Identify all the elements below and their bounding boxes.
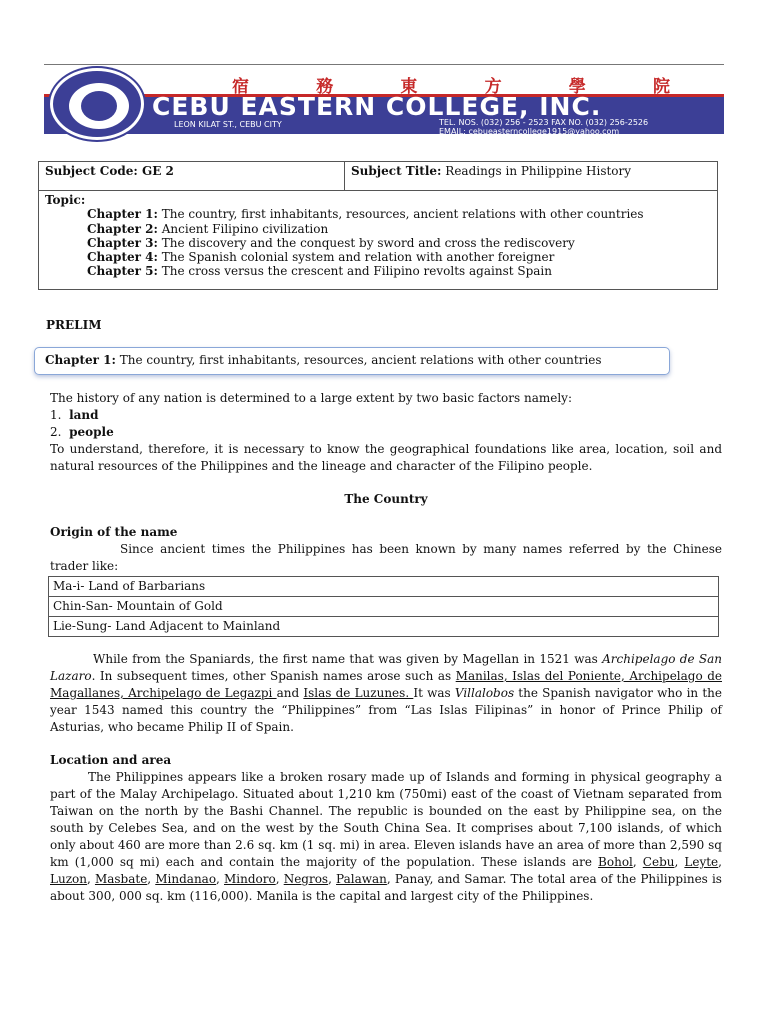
college-address: LEON KILAT ST., CEBU CITY xyxy=(174,120,282,129)
document-body xyxy=(50,390,722,905)
table-cell: Lie-Sung- Land Adjacent to Mainland xyxy=(49,617,719,637)
subject-info-table xyxy=(38,161,718,290)
topic-item: Chapter 4: The Spanish colonial system and relation with another foreigner xyxy=(87,250,555,265)
college-tel: TEL. NOS. (032) 256 - 2523 FAX NO. (032) 256-2526 xyxy=(439,118,649,127)
chinese-char: 東 xyxy=(400,77,420,97)
chinese-char: 宿 xyxy=(232,77,251,97)
subsection-heading: Origin of the name xyxy=(50,525,178,539)
intro-paragraph-2: To understand, therefore, it is necessary to know the geographical foundations like area, location, soil and natural resources of the Philippines and the lineage and character of the Filipino people. xyxy=(50,442,722,473)
table-cell: Chin-San- Mountain of Gold xyxy=(49,597,719,617)
factor-item: 2. people xyxy=(50,425,114,439)
subsection-heading: Location and area xyxy=(50,753,172,767)
chinese-char: 院 xyxy=(652,77,672,97)
chinese-char: 方 xyxy=(484,77,504,97)
subject-title: Subject Title: Readings in Philippine History xyxy=(351,164,632,178)
spanish-names-paragraph: While from the Spaniards, the first name that was given by Magellan in 1521 was Archipelago de San Lazaro. In subsequent times, other Spanish names arose such as Manilas, Islas del Poniente, Archipelago de Magallanes, Archipelago de Legazpi and Islas de Luzunes. It was Villalobos the Spanish navigator who in the year 1543 named this country the “Philippines” from “Las Islas Filipinas” in honor of Prince Philip of Asturias, who became Philip II of Spain. xyxy=(50,652,722,734)
origin-paragraph: Since ancient times the Philippines has been known by many names referred by the Chinese trader like: xyxy=(50,542,722,573)
college-email: EMAIL: cebueasterncollege1915@yahoo.com xyxy=(439,127,620,136)
college-banner xyxy=(44,70,724,136)
topic-item: Chapter 3: The discovery and the conquest by sword and cross the rediscovery xyxy=(87,235,575,250)
table-row xyxy=(49,577,719,597)
topic-item: Chapter 1: The country, first inhabitants, resources, ancient relations with other countries xyxy=(87,207,644,222)
chinese-char: 學 xyxy=(568,77,588,97)
topic-item: Chapter 5: The cross versus the crescent and Filipino revolts against Spain xyxy=(87,264,552,279)
subject-row xyxy=(39,162,717,191)
table-cell: Ma-i- Land of Barbarians xyxy=(49,577,719,597)
table-row xyxy=(49,597,719,617)
subject-code: Subject Code: GE 2 xyxy=(39,162,345,190)
college-name: CEBU EASTERN COLLEGE, INC. xyxy=(152,92,602,121)
prelim-heading: PRELIM xyxy=(46,318,102,332)
college-seal-icon xyxy=(50,68,144,140)
topic-label: Topic: xyxy=(45,193,86,207)
topic-list xyxy=(39,191,717,289)
topic-item: Chapter 2: Ancient Filipino civilization xyxy=(87,221,329,236)
section-heading: The Country xyxy=(344,492,428,506)
college-contact xyxy=(439,118,648,136)
seal-core xyxy=(81,91,117,121)
location-paragraph: The Philippines appears like a broken rosary made up of Islands and forming in physical geography a part of the Malay Archipelago. Situated about 1,210 km (750mi) east of the coast of Vietnam separated from Taiwan on the north by the Bashi Channel. The republic is bounded on the east by Philippine sea, on the south by Celebes Sea, and on the west by the South China Sea. It comprises about 7,100 islands, of which only about 460 are more than 2.6 sq. km (1 sq. mi) in area. Eleven islands have an area of more than 2,590 sq km (1,000 sq mi) each and contain the majority of the population. These islands are Bohol, Cebu, Leyte, Luzon, Masbate, Mindanao, Mindoro, Negros, Palawan, Panay, and Samar. The total area of the Philippines is about 300, 000 sq. km (116,000). Manila is the capital and largest city of the Philippines. xyxy=(50,770,722,903)
chapter-1-box: Chapter 1: The country, first inhabitants, resources, ancient relations with other countries xyxy=(34,347,670,375)
table-row xyxy=(49,617,719,637)
chinese-names-table xyxy=(48,576,719,637)
intro-paragraph: The history of any nation is determined to a large extent by two basic factors namely: xyxy=(50,391,572,405)
chinese-char: 務 xyxy=(316,77,336,97)
top-rule xyxy=(44,64,724,65)
seal-inner-ring xyxy=(67,81,131,131)
factor-item: 1. land xyxy=(50,408,99,422)
